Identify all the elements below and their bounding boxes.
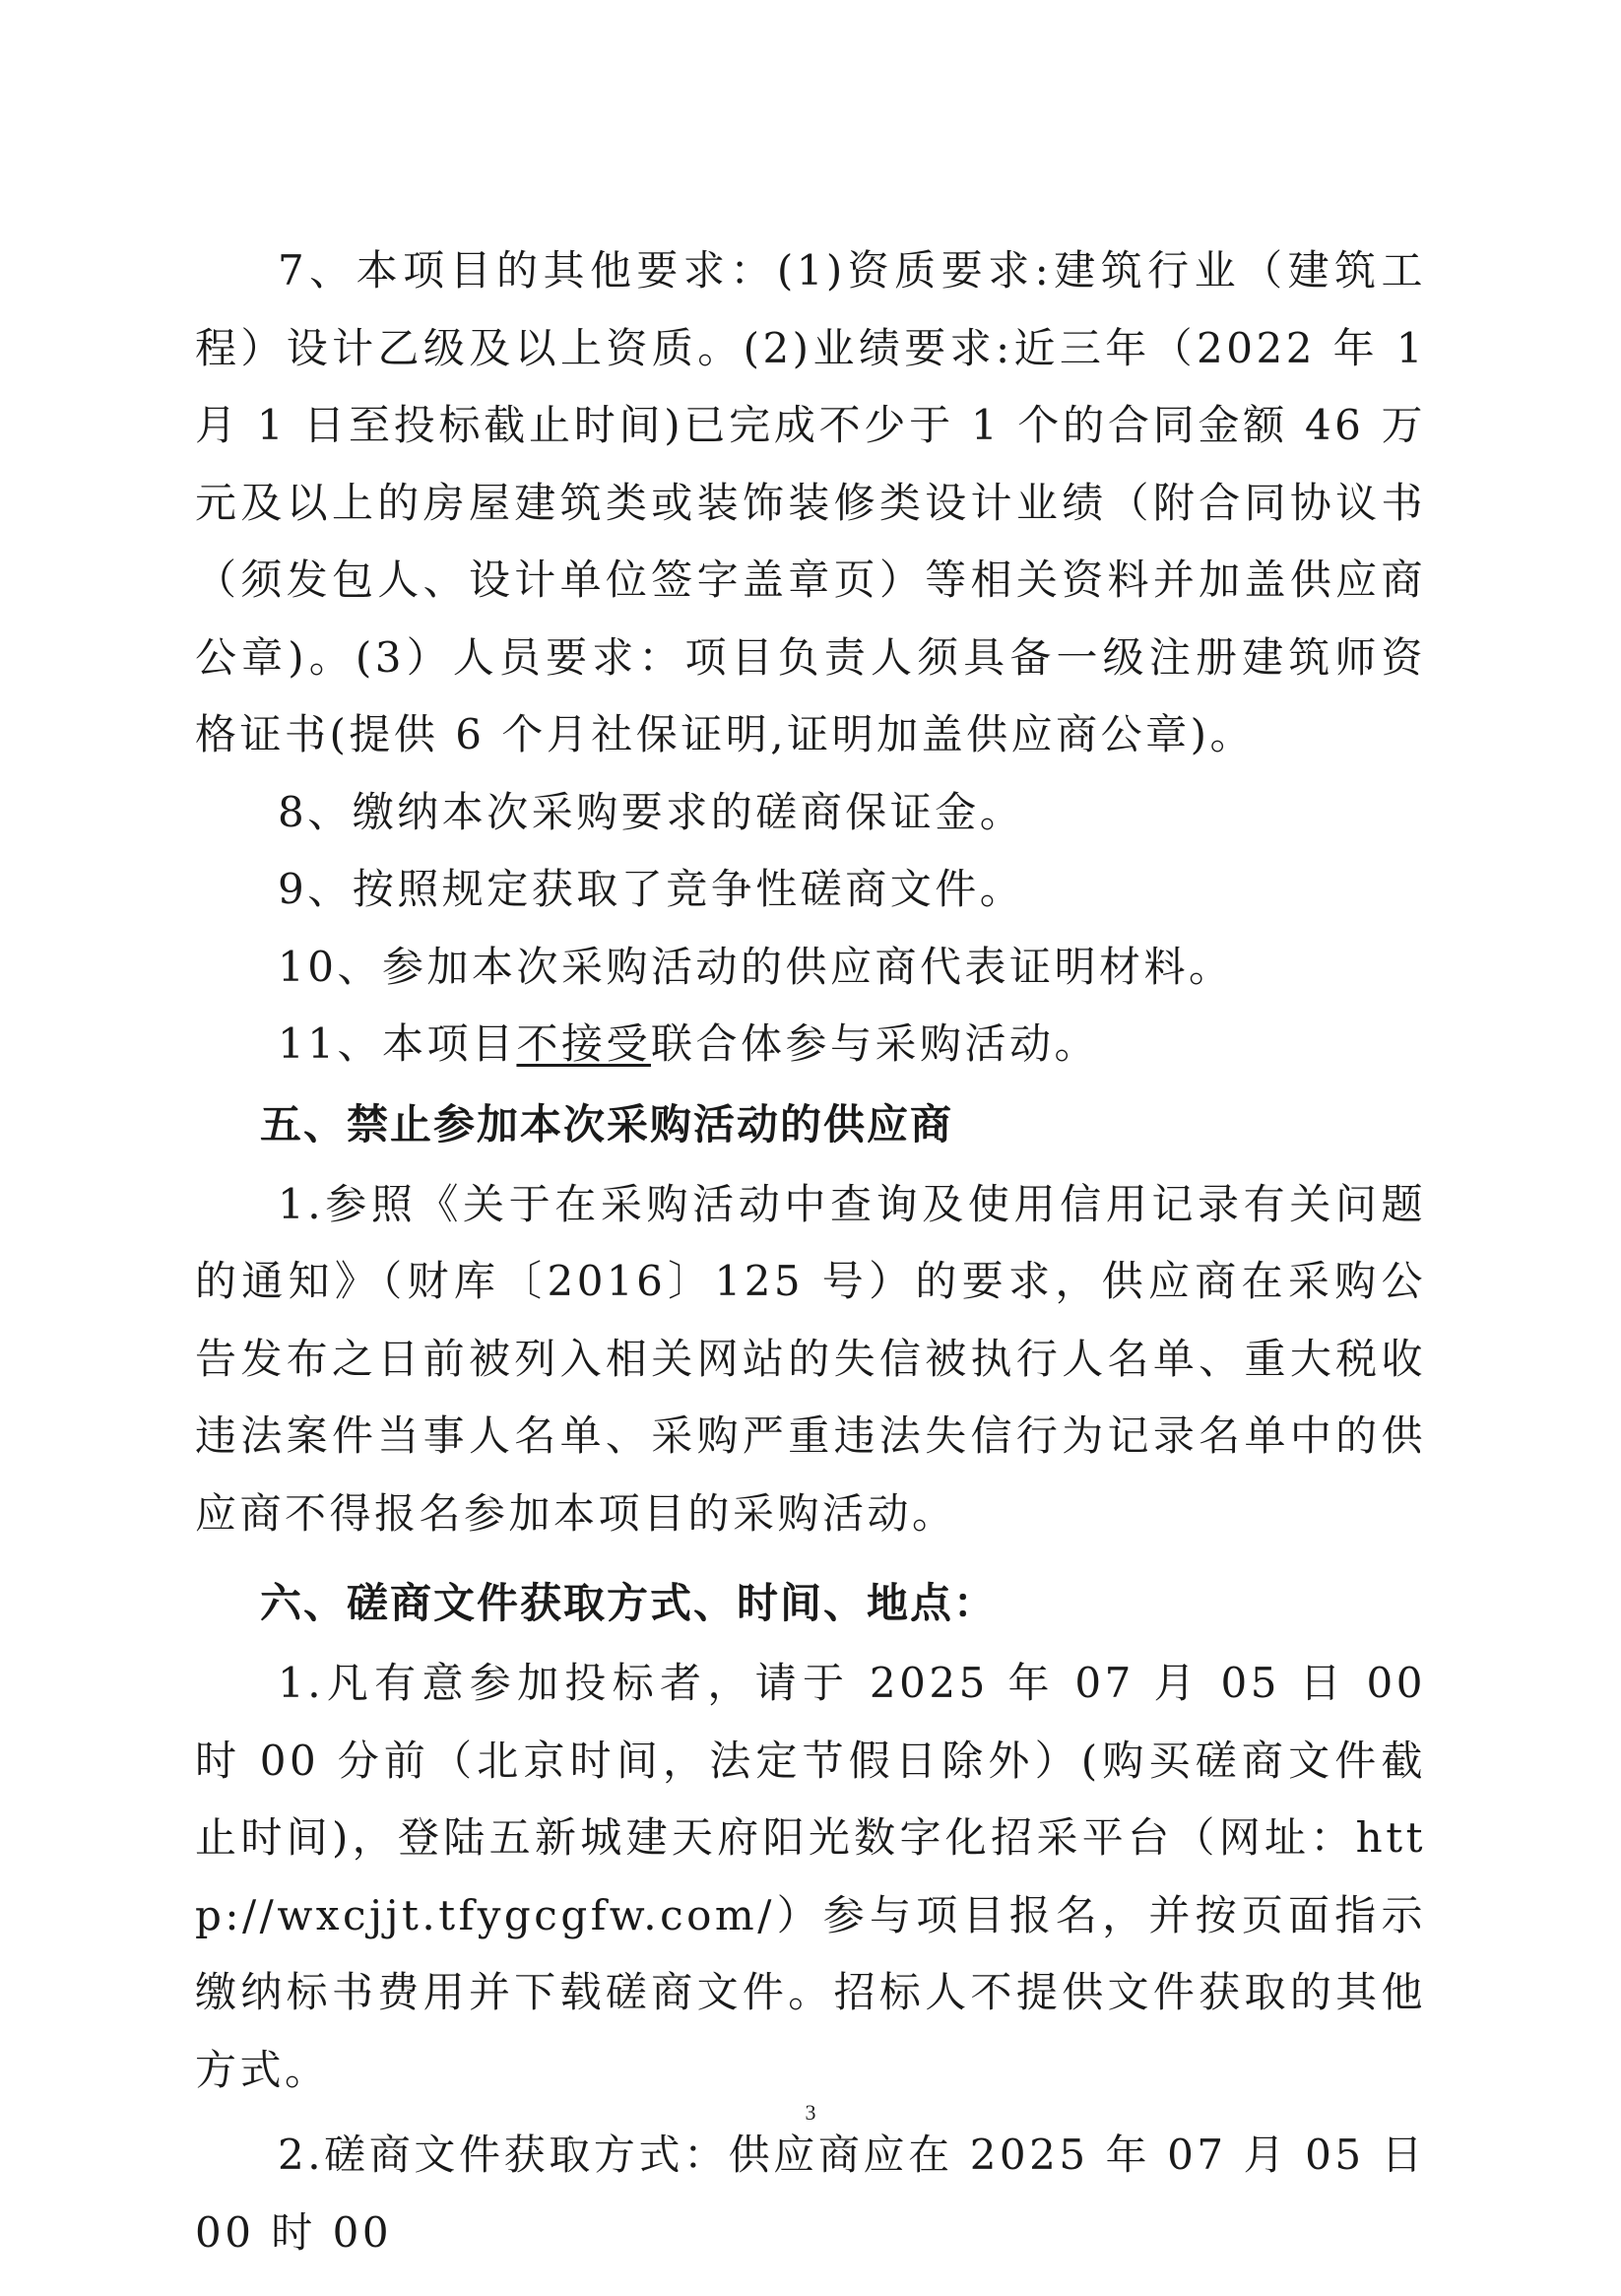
section-5-paragraph-1: 1.参照《关于在采购活动中查询及使用信用记录有关问题的通知》（财库〔2016〕125 号）的要求，供应商在采购公告发布之日前被列入相关网站的失信被执行人名单、重大税收违法案件当事人名单、采购严重违法失信行为记录名单中的供应商不得报名参加本项目的采购活动。 (195, 1179, 1426, 1538)
item-10-representative: 10、参加本次采购活动的供应商代表证明材料。 (278, 942, 1234, 991)
item-8-deposit: 8、缴纳本次采购要求的磋商保证金。 (278, 787, 1025, 836)
item-11-consortium (195, 1006, 1426, 1083)
item-9-documents: 9、按照规定获取了竞争性磋商文件。 (278, 865, 1025, 913)
document-body (195, 232, 1426, 2271)
item-11-suffix: 联合体参与采购活动。 (650, 1019, 1099, 1068)
section-6-paragraph-1: 1.凡有意参加投标者，请于 2025 年 07 月 05 日 00 时 00 分前（北京时间，法定节假日除外）(购买磋商文件截止时间)，登陆五新城建天府阳光数字化招采平台（网址：http://wxcjjt.tfygcgfw.com/）参与项目报名，并按页面指示缴纳标书费用并下载磋商文件。招标人不提供文件获取的其他方式。 (195, 1659, 1426, 2094)
item-7-requirements: 7、本项目的其他要求：(1)资质要求:建筑行业（建筑工程）设计乙级及以上资质。(2)业绩要求:近三年（2022 年 1 月 1 日至投标截止时间)已完成不少于 1 个的合同金额 46 万元及以上的房屋建筑类或装饰装修类设计业绩（附合同协议书（须发包人、设计单位签字盖章页）等相关资料并加盖供应商公章)。(3）人员要求：项目负责人须具备一级注册建筑师资格证书(提供 6 个月社保证明,证明加盖供应商公章)。 (195, 246, 1426, 758)
section-6-heading: 六、磋商文件获取方式、时间、地点： (260, 1579, 998, 1627)
item-11-prefix: 11、本项目 (278, 1019, 517, 1068)
page-number: 3 (805, 2100, 816, 2125)
item-11-underlined-text: 不接受 (516, 1019, 651, 1068)
section-6-paragraph-2: 2.磋商文件获取方式：供应商应在 2025 年 07 月 05 日 00 时 00 (195, 2131, 1426, 2257)
section-5-heading: 五、禁止参加本次采购活动的供应商 (260, 1099, 954, 1148)
